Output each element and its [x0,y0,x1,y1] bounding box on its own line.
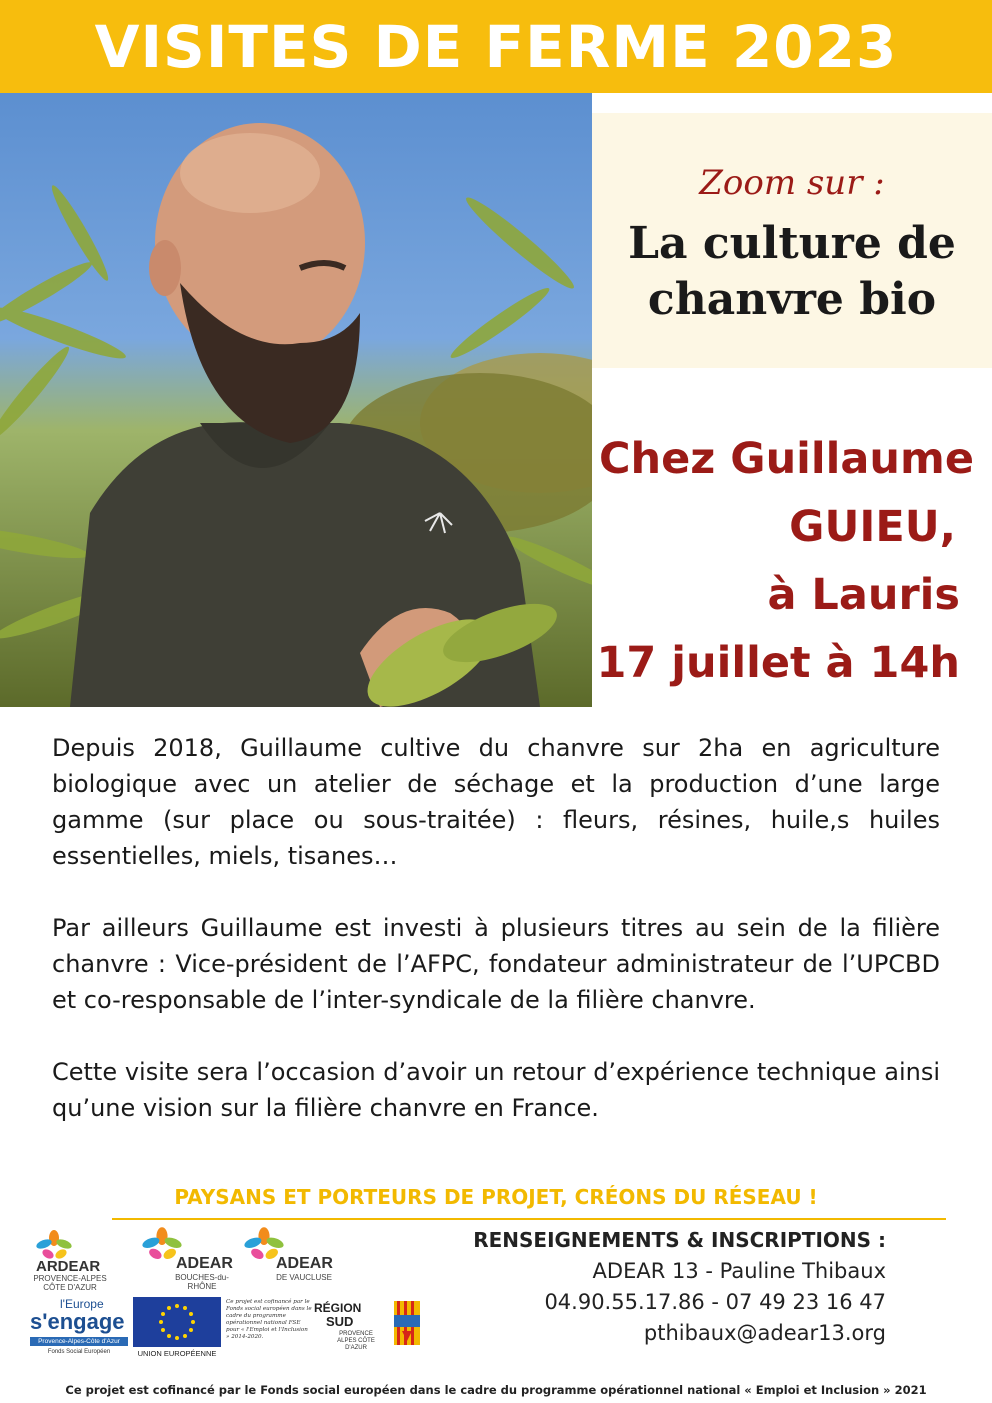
ardear-logo [30,1230,140,1290]
fse-note: Ce projet est cofinancé par le Fonds social européen dans le cadre du programme opérationnel national FSE pour « l'Emploi et l'Inclusion » 2014-2020. [226,1299,312,1340]
slogan-divider [112,1218,946,1220]
contact-email[interactable]: pthibaux@adear13.org [643,1321,886,1345]
description-paragraph: Par ailleurs Guillaume est investi à plusieurs titres au sein de la filière chanvre : Vice-président de l’AFPC, fondateur administrateur de l’UPCBD et co-responsable de l’inter-syndicale de la filière chanvre. [52,914,940,1014]
europe-line4: Fonds Social Européen [47,1349,111,1355]
ardear-region: PROVENCE-ALPES CÔTE D'AZUR [33,1274,107,1292]
contact-phones[interactable]: 04.90.55.17.86 - 07 49 23 16 47 [544,1290,886,1314]
adear-vaucluse-region: DE VAUCLUSE [276,1273,332,1282]
europe-engage-logo [30,1297,128,1357]
adear-vaucluse-logo [244,1225,344,1285]
header-banner [0,0,992,93]
visit-date-line: 17 juillet à 14h [596,638,960,688]
zoom-box [592,113,992,368]
region-crest-icon [394,1301,420,1345]
footer-note: Ce projet est cofinancé par le Fonds social européen dans le cadre du programme opérationnel national « Emploi et Inclusion » 2021 [65,1383,927,1397]
farmer-illustration [0,93,592,707]
europe-line2: s'engage [30,1309,125,1334]
host-surname-line: GUIEU, [789,502,956,552]
description-paragraph: Depuis 2018, Guillaume cultive du chanvre sur 2ha en agriculture biologique avec un atelier de séchage et la production d’une large gamme (sur place ou sous-traitée) : fleurs, résines, huile,s huiles essentielles, miels, tisanes… [52,734,940,870]
farmer-photo [0,93,592,707]
host-location-line: à Lauris [767,570,960,620]
zoom-title [592,216,992,328]
partner-logos [30,1225,430,1360]
adear-vaucluse-name: ADEAR [276,1255,333,1272]
host-name-line: Chez Guillaume [598,434,974,484]
adear-bdr-name: ADEAR [176,1255,233,1272]
page-title: VISITES DE FERME 2023 [94,12,898,81]
slogan: PAYSANS ET PORTEURS DE PROJET, CRÉONS DU RÉSEAU ! [174,1185,818,1209]
region-line1: RÉGION [314,1301,362,1315]
zoom-title-line2: chanvre bio [647,274,937,325]
contact-heading: RENSEIGNEMENTS & INSCRIPTIONS : [473,1228,886,1252]
zoom-title-line1: La culture de [628,218,956,269]
contact-block [440,1225,886,1349]
region-sub: PROVENCE ALPES CÔTE D'AZUR [337,1331,375,1351]
eu-label: UNION EUROPÉENNE [137,1349,217,1358]
eu-flag-logo [133,1297,221,1357]
region-line2: SUD [326,1314,354,1329]
europe-line1: l'Europe [60,1297,104,1311]
adear-bdr-region: BOUCHES-du-RHÔNE [175,1273,229,1291]
zoom-label: Zoom sur : [699,163,885,203]
adear-bdr-logo [142,1225,242,1293]
eu-flag-icon [133,1297,221,1347]
host-info [596,425,974,697]
contact-organization: ADEAR 13 - Pauline Thibaux [592,1259,886,1283]
ardear-name: ARDEAR [36,1258,101,1275]
description [52,730,940,1162]
description-paragraph: Cette visite sera l’occasion d’avoir un retour d’expérience technique ainsi qu’une vision sur la filière chanvre en France. [52,1058,940,1122]
europe-line3: Provence-Alpes-Côte d'Azur [30,1337,128,1346]
region-sud-logo [314,1301,424,1357]
